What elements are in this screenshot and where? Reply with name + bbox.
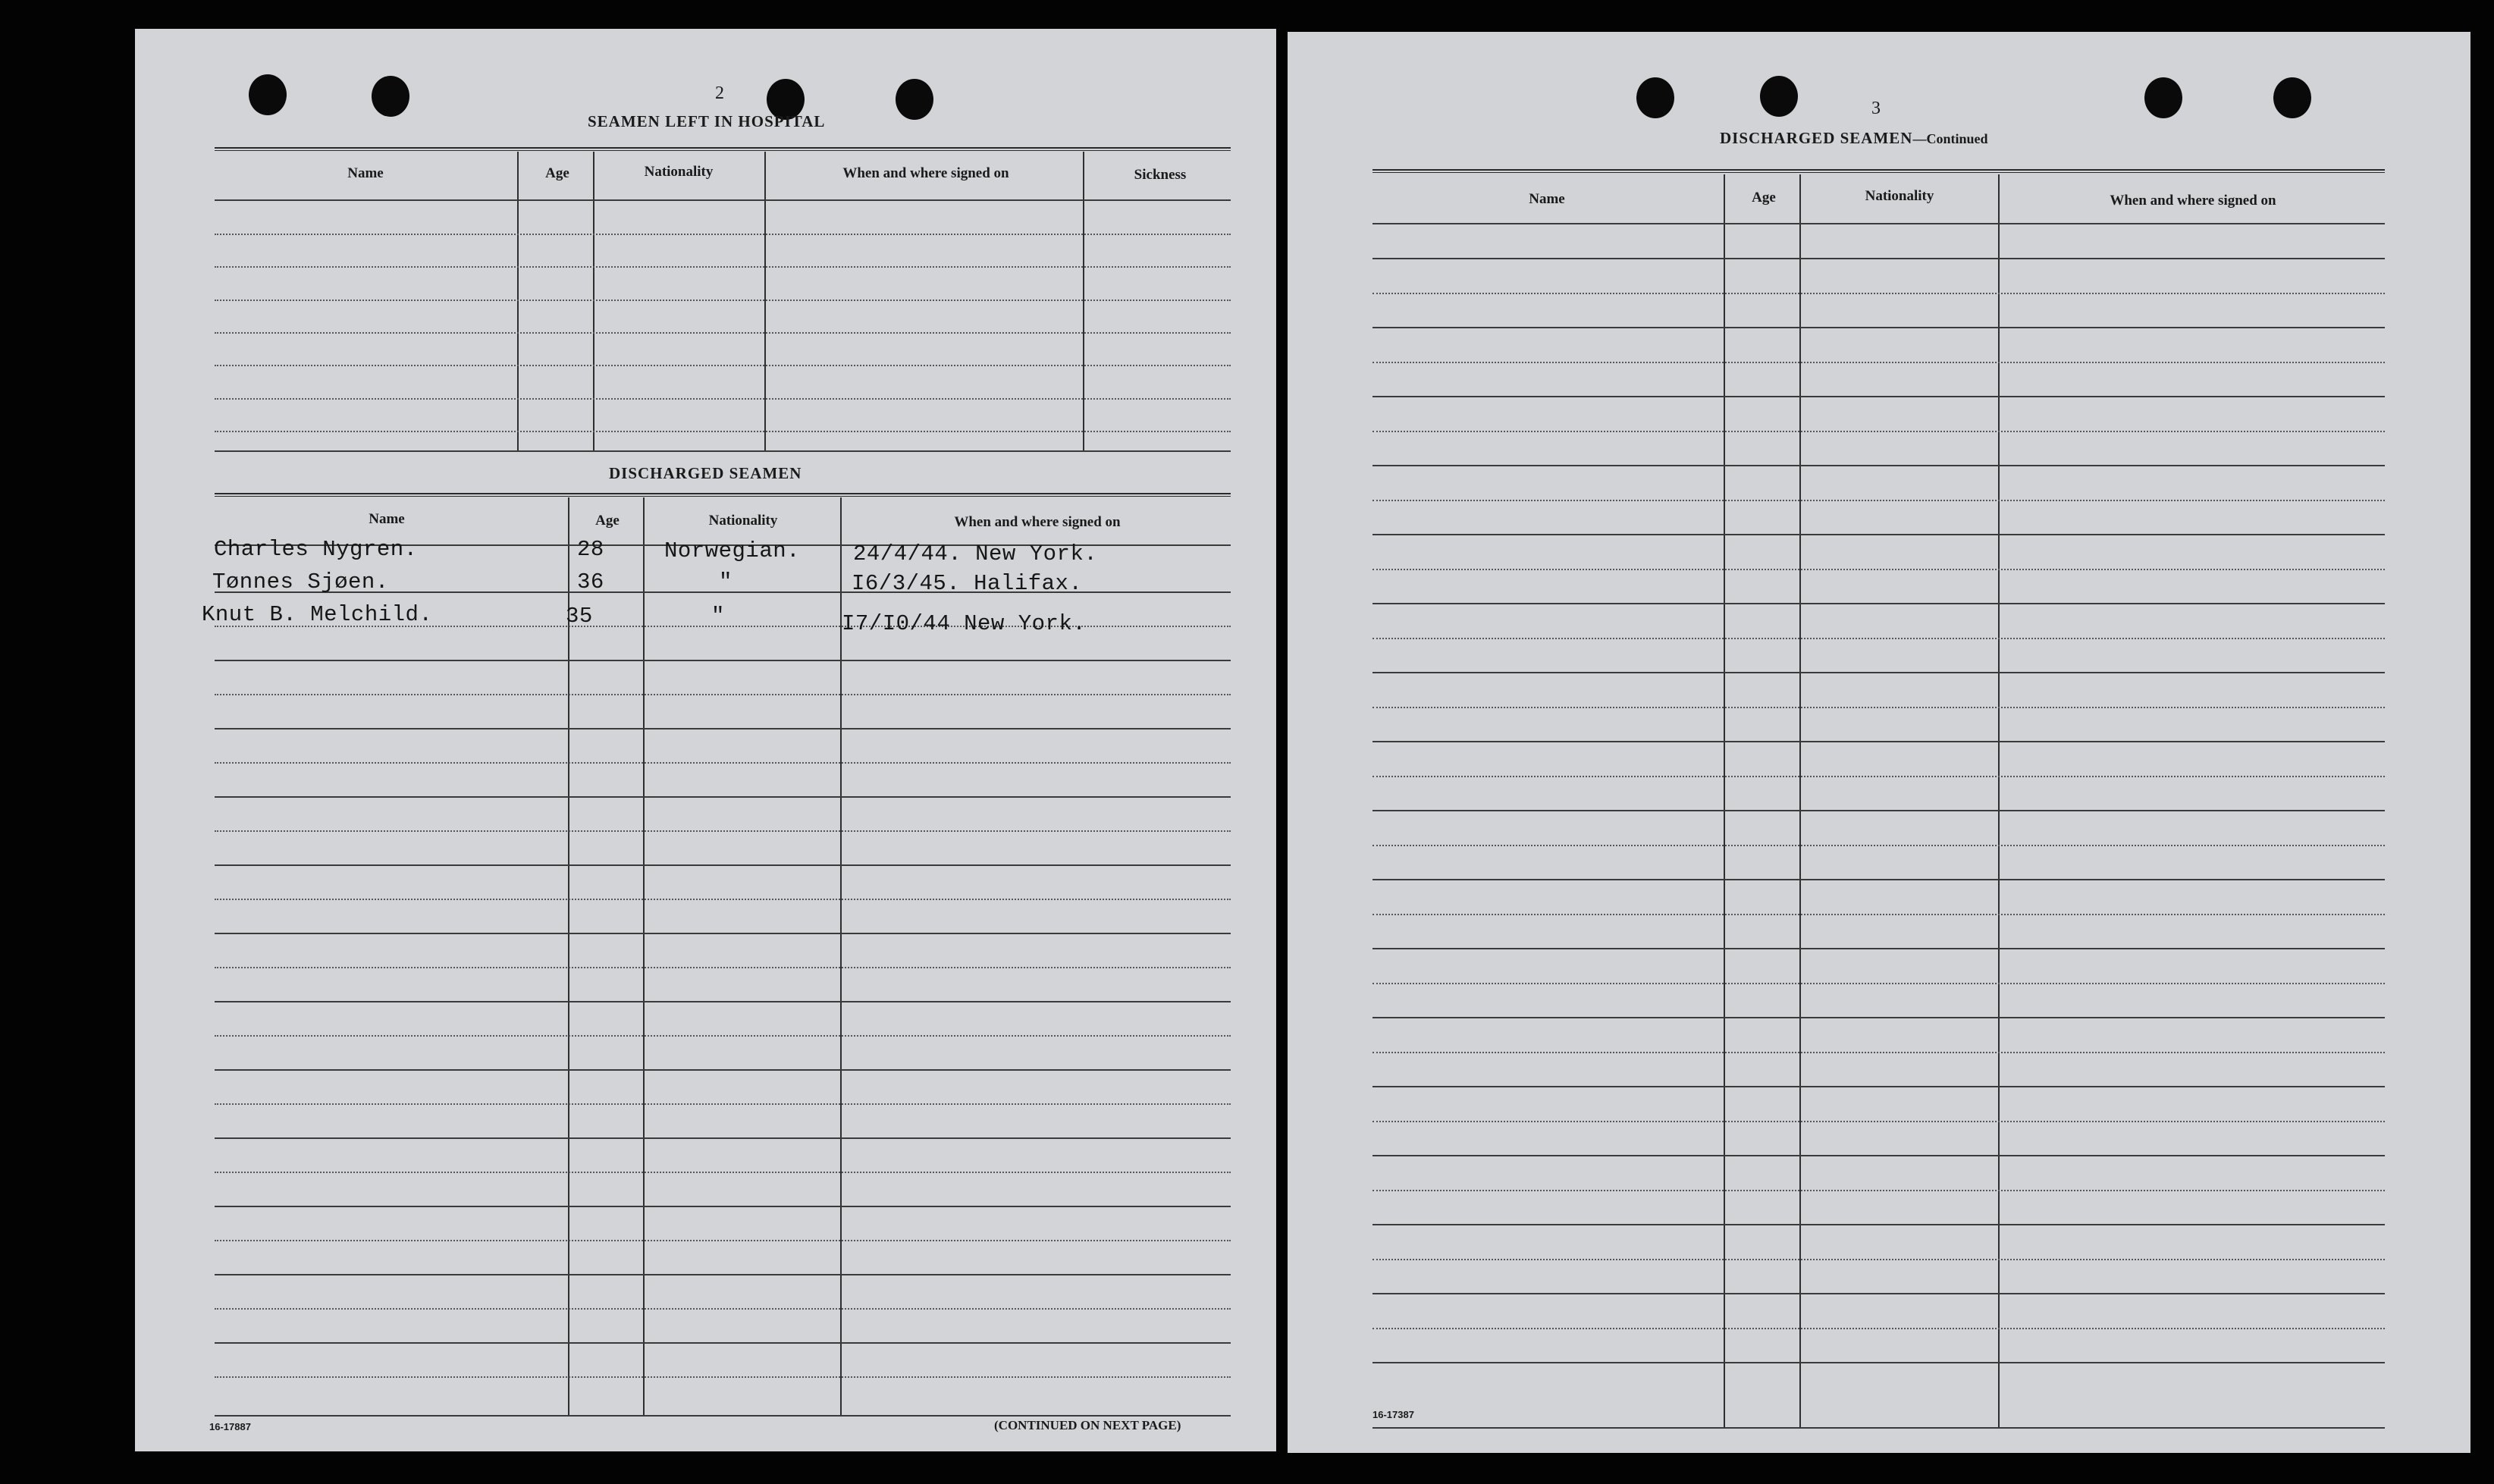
punch-hole <box>372 76 409 117</box>
col-header-nationality: Nationality <box>708 513 778 529</box>
row-rule <box>215 1206 1231 1207</box>
col-header-nationality: Nationality <box>644 164 714 180</box>
continued-note: (CONTINUED ON NEXT PAGE) <box>994 1418 1181 1432</box>
row-rule <box>1372 741 2385 742</box>
col-header-signed-on: When and where signed on <box>842 165 1009 181</box>
row-rule <box>1372 1328 2385 1329</box>
row-rule <box>215 933 1231 934</box>
section-title <box>1720 129 1987 148</box>
col-header-age: Age <box>1752 190 1776 206</box>
row-rule <box>215 398 1231 400</box>
column-divider <box>568 497 569 1415</box>
punch-hole <box>1760 76 1798 117</box>
entry-age: 36 <box>577 569 604 595</box>
right-page <box>1288 32 2470 1453</box>
row-rule <box>1372 293 2385 294</box>
col-header-name: Name <box>347 165 384 181</box>
row-rule <box>215 1069 1231 1071</box>
form-code: 16-17887 <box>209 1421 251 1432</box>
col-header-sickness: Sickness <box>1134 167 1187 183</box>
punch-hole <box>2144 77 2182 118</box>
row-rule <box>1372 569 2385 570</box>
row-rule <box>1372 1259 2385 1260</box>
row-rule <box>215 431 1231 432</box>
row-rule <box>1372 914 2385 915</box>
row-rule <box>215 266 1231 268</box>
table-rule <box>1372 1427 2385 1429</box>
row-rule <box>1372 534 2385 535</box>
row-rule <box>1372 776 2385 777</box>
page-number: 2 <box>715 83 724 103</box>
title-main: DISCHARGED SEAMEN <box>1720 129 1913 147</box>
row-rule <box>1372 223 2385 224</box>
row-rule <box>1372 983 2385 984</box>
row-rule <box>1372 465 2385 466</box>
column-divider <box>593 152 594 450</box>
column-divider <box>764 152 766 450</box>
entry-nationality: Norwegian. <box>664 538 801 563</box>
col-header-age: Age <box>595 513 620 529</box>
punch-hole <box>2273 77 2311 118</box>
col-header-name: Name <box>1529 191 1565 207</box>
row-rule <box>215 1240 1231 1241</box>
column-divider <box>1083 152 1084 450</box>
row-rule <box>215 864 1231 866</box>
hospital-section-title: SEAMEN LEFT IN HOSPITAL <box>588 112 826 130</box>
discharged-section-title: DISCHARGED SEAMEN <box>609 464 802 482</box>
punch-hole <box>1636 77 1674 118</box>
row-rule <box>215 1376 1231 1378</box>
col-header-signed-on: When and where signed on <box>954 514 1121 530</box>
row-rule <box>1372 258 2385 259</box>
row-rule <box>1372 845 2385 846</box>
row-rule <box>215 796 1231 798</box>
table-rule <box>1372 169 2385 173</box>
entry-name: Knut B. Melchild. <box>202 602 433 627</box>
row-rule <box>1372 879 2385 880</box>
row-rule <box>215 1035 1231 1037</box>
entry-age: 35 <box>566 604 593 629</box>
col-header-nationality: Nationality <box>1865 188 1934 204</box>
row-rule <box>215 1308 1231 1310</box>
row-rule <box>215 365 1231 366</box>
table-rule <box>215 147 1231 151</box>
row-rule <box>215 694 1231 695</box>
punch-hole <box>896 79 933 120</box>
row-rule <box>215 1342 1231 1344</box>
row-rule <box>1372 638 2385 639</box>
entry-name: Charles Nygren. <box>214 537 418 562</box>
entry-nationality: " <box>719 569 733 595</box>
row-rule <box>215 762 1231 764</box>
row-rule <box>215 660 1231 661</box>
row-rule <box>1372 948 2385 949</box>
row-rule <box>215 199 1231 201</box>
row-rule <box>1372 810 2385 811</box>
row-rule <box>1372 1121 2385 1122</box>
row-rule <box>215 1172 1231 1173</box>
row-rule <box>1372 707 2385 708</box>
row-rule <box>1372 1190 2385 1191</box>
row-rule <box>215 332 1231 334</box>
punch-hole <box>249 74 287 115</box>
row-rule <box>1372 1052 2385 1053</box>
col-header-signed-on: When and where signed on <box>2110 193 2276 209</box>
entry-signed-on: I7/I0/44 New York. <box>842 611 1087 636</box>
entry-age: 28 <box>577 537 604 562</box>
row-rule <box>1372 1293 2385 1294</box>
row-rule <box>1372 1017 2385 1018</box>
row-rule <box>215 1137 1231 1139</box>
row-rule <box>1372 1155 2385 1156</box>
row-rule <box>1372 672 2385 673</box>
entry-nationality: " <box>711 604 725 629</box>
form-code: 16-17387 <box>1372 1409 1414 1420</box>
entry-signed-on: 24/4/44. New York. <box>853 541 1098 566</box>
row-rule <box>215 1001 1231 1002</box>
page-number: 3 <box>1871 99 1881 118</box>
row-rule <box>1372 327 2385 328</box>
row-rule <box>215 300 1231 301</box>
row-rule <box>215 234 1231 235</box>
row-rule <box>215 830 1231 832</box>
row-rule <box>1372 431 2385 432</box>
row-rule <box>1372 396 2385 397</box>
title-sub: —Continued <box>1912 131 1988 146</box>
row-rule <box>215 1274 1231 1275</box>
row-rule <box>1372 362 2385 363</box>
column-divider <box>643 497 645 1415</box>
row-rule <box>215 1103 1231 1105</box>
entry-name: Tønnes Sjøen. <box>212 569 389 595</box>
col-header-name: Name <box>369 511 405 527</box>
row-rule <box>215 728 1231 729</box>
table-rule <box>215 1415 1231 1417</box>
col-header-age: Age <box>545 165 569 181</box>
entry-signed-on: I6/3/45. Halifax. <box>852 571 1083 596</box>
table-rule <box>215 493 1231 497</box>
row-rule <box>1372 603 2385 604</box>
row-rule <box>215 899 1231 900</box>
table-rule <box>215 450 1231 452</box>
row-rule <box>1372 1362 2385 1363</box>
row-rule <box>1372 1086 2385 1087</box>
row-rule <box>215 967 1231 968</box>
row-rule <box>1372 1224 2385 1225</box>
row-rule <box>1372 500 2385 501</box>
left-page <box>135 29 1276 1451</box>
column-divider <box>517 152 519 450</box>
